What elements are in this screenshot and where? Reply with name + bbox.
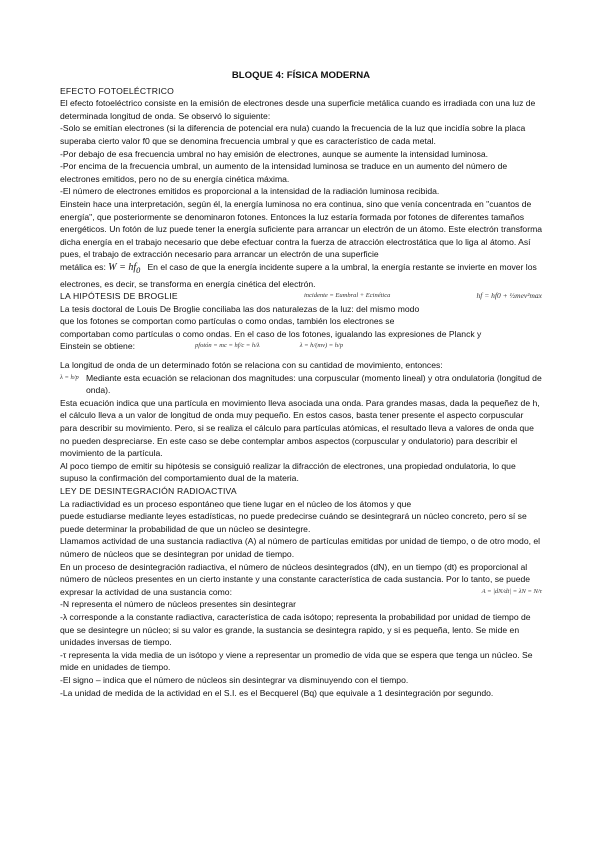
bullet-item: -Por debajo de esa frecuencia umbral no hay emisión de electrones, aunque se aumente la intensidad luminosa. <box>60 148 489 159</box>
heading-hipotesis-broglie: LA HIPÓTESIS DE BROGLIE <box>60 291 178 302</box>
de-broglie-equation: λ = h/(mv) = h/p <box>299 342 344 350</box>
page-title: BLOQUE 4: FÍSICA MODERNA <box>231 70 371 81</box>
lambda-row <box>60 372 542 397</box>
bullet-item: -λ corresponde a la constante radiactiva, característica de cada isótopo; representa la probabilidad por unidad de tiempo de que se desintegre un núcleo; si su valor es grande, la sustancia se desintegra rapido, y si es pequeña, lento. Se mide en unidades inversas de tiempo. <box>60 611 531 648</box>
paragraph: Einstein hace una interpretación, según él, la energía luminosa no era continua, sino que venía concentrada en "cuantos de energía", que posteriormente se denominaron fotones. Entonces la luz estaría formada por fotones de diferentes tamaños energéticos. Un fotón de luz puede tener la energía suficiente para arrancar un electrón de un átomo. Este electrón transforma dicha energía en el trabajo necesario que debe efectuar contra la fuerza de atracción electrostática que lo liga al átomo. Así pues, el trabajo de extracción necesario para arrancar un electrón de una superficie <box>60 198 543 260</box>
paragraph: La radiactividad es un proceso espontáneo que tiene lugar en el núcleo de los átomos y que <box>60 498 412 509</box>
text: Einstein se obtiene: <box>60 341 136 352</box>
paragraph: Al poco tiempo de emitir su hipótesis se consiguió realizar la difracción de electrones, una propiedad ondulatoria, lo que supuso la confirmación del comportamiento dual de la materia. <box>60 460 516 484</box>
paragraph: Esta ecuación indica que una partícula en movimiento lleva asociada una onda. Para grandes masas, dada la pequeñez de h, el cálculo lleva a un valor de longitud de onda muy pequeño. En estos casos, basta tener presente el aspecto corpuscular para describir su movimiento. Pero, si se realiza el cálculo para partículas atómicas, el resultado lleva a valores de onda que no pueden despreciarse. En este caso se debe contemplar ambos aspectos (corpuscular y ondulatorio) para describir el movimiento de la partícula. <box>60 397 540 459</box>
bullet-item: -τ representa la vida media de un isótopo y viene a representar un promedio de vida que se espera que tenga un núcleo. Se mide en unidades de tiempo. <box>60 649 533 673</box>
bullet-item: -La unidad de medida de la actividad en el S.I. es el Becquerel (Bq) que equivale a 1 desintegración por segundo. <box>60 687 494 698</box>
paragraph: Llamamos actividad de una sustancia radiactiva (A) al número de partículas emitidas por unidad de tiempo, o de otro modo, el número de núcleos que se desintegran por unidad de tiempo. <box>60 536 541 559</box>
document-page <box>60 70 542 699</box>
text: En el caso de que la energía incidente supere a la umbral, la energía restante se invierte en mover los electrones, es decir, se transforma en energía cinética del electrón. <box>60 261 537 289</box>
broglie-heading-row <box>60 290 542 303</box>
bullet-item: -El signo – indica que el número de núcleos sin desintegrar va disminuyendo con el tiempo. <box>60 674 409 685</box>
photoelectric-equation: hf = hf0 + ½mev²max <box>476 291 542 301</box>
text: metálica es: <box>60 261 106 272</box>
lambda-equation: λ = h/p <box>60 373 79 381</box>
bullet-item: -El número de electrones emitidos es proporcional a la intensidad de la radiación luminosa recibida. <box>60 186 440 197</box>
paragraph: La longitud de onda de un determinado fotón se relaciona con su cantidad de movimiento, entonces: <box>60 360 443 371</box>
paragraph: La tesis doctoral de Louis De Broglie conciliaba las dos naturalezas de la luz: del mismo modo <box>60 303 420 314</box>
paragraph: puede estudiarse mediante leyes estadísticas, no puede predecirse cuándo se desintegrará un núcleo concreto, pero sí se puede determinar la probabilidad de que un núcleo se desintegre. <box>60 511 527 534</box>
paragraph-with-equation <box>60 261 542 290</box>
heading-efecto-fotoelectrico: EFECTO FOTOELÉCTRICO <box>60 85 174 96</box>
text: En un proceso de desintegración radiactiva, el número de núcleos desintegrados (dN), en un tiempo (dt) es proporcional al número de núcleos presentes en un cierto instante y una constante característica de cada sustancia. Por lo tanto, se puede expresar la actividad de una sustancia como: <box>60 561 531 597</box>
bullet-item: -Solo se emitían electrones (si la diferencia de potencial era nula) cuando la frecuencia de la luz que incidía sobre la placa superaba cierto valor f0 que se denomina frecuencia umbral y que es característico de cada metal. <box>60 123 526 146</box>
paragraph: comportaban como partículas o como ondas. En el caso de los fotones, igualando las expresiones de Planck y <box>60 328 482 339</box>
equation-row <box>60 340 542 353</box>
bullet-item: -Por encima de la frecuencia umbral, un aumento de la intensidad luminosa se traduce en un aumento del número de electrones emitidos, pero no de su energía cinética máxima. <box>60 161 508 184</box>
paragraph: Mediante esta ecuación se relacionan dos magnitudes: una corpuscular (momento lineal) y otra ondulatoria (longitud de onda). <box>86 372 542 396</box>
paragraph <box>60 561 542 599</box>
paragraph: El efecto fotoeléctrico consiste en la emisión de electrones desde una superficie metálica cuando es irradiada con una luz de determinada longitud de onda. Se observó lo siguiente: <box>60 98 536 121</box>
photon-momentum-equation: pfotón = mc = hf/c = h/λ <box>195 342 260 350</box>
energy-equation: incidente = Eumbral + Ecinética <box>303 292 391 300</box>
heading-ley-desintegracion: LEY DE DESINTEGRACIÓN RADIOACTIVA <box>60 486 237 496</box>
work-equation: $W = hf_0$ <box>108 261 141 275</box>
activity-equation: A = |dN/dt| = λN = N/τ <box>481 587 542 595</box>
bullet-item: -N representa el número de núcleos presentes sin desintegrar <box>60 599 296 610</box>
paragraph: que los fotones se comportan como partículas o como ondas, también los electrones se <box>60 316 395 327</box>
